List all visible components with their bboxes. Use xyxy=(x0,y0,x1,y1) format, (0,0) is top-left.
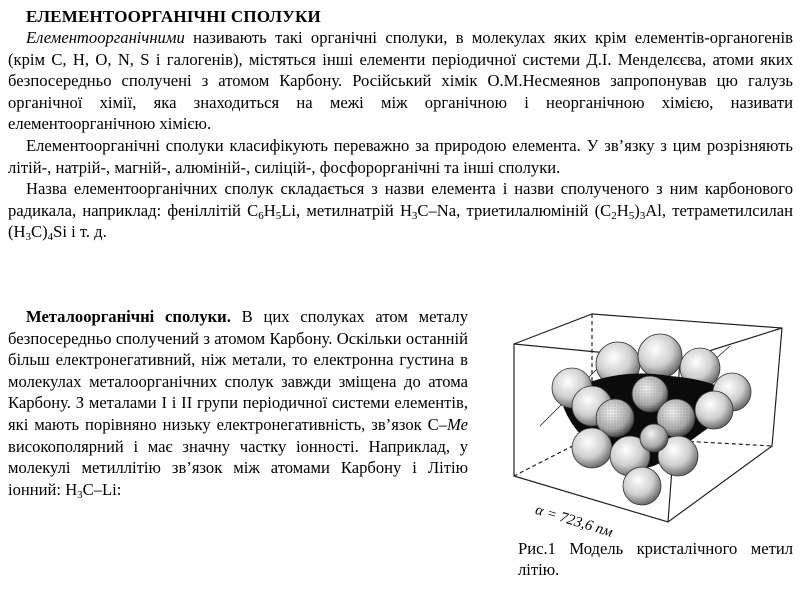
metalorganic-heading: Металоорганічні сполуки. xyxy=(26,307,231,326)
term-italic: Елементоорганічними xyxy=(26,28,185,47)
figure-caption: Рис.1 Модель кристалічного метил літію. xyxy=(518,539,793,579)
formula-tetramethylsilane: $(H_3C)_4Si$ xyxy=(8,222,67,244)
metal-symbol-italic: Ме xyxy=(447,414,468,434)
definition-text: називають такі органічні сполуки, в молекулах яких крім елементів-органогенів (крім C, H, O, N, S і галогенів), містяться інші елементи періодичної системи Д.І. Менделєєва, атоми яких безпосередньо сполучені з атомом Карбону. Російський хімік О.М.Несмеянов запропонував цю галузь органічної хімії, яка знаходиться на межі між органічною і неорганічною хімією, називати елементоорганічною хімією. xyxy=(8,28,793,134)
paragraph-classification: Елементоорганічні сполуки класифікують переважно за природою елемента. У зв’язку з цим розрізняють літій-, натрій-, магній-, алюміній-, силіцій-, фосфорорганічні та інші сполуки. xyxy=(8,135,793,177)
paragraph-definition xyxy=(8,27,793,135)
formula-methyllithium: $H_3C-Li$: xyxy=(65,479,122,501)
lithium-methyl-cluster xyxy=(552,334,751,505)
lattice-constant-label: α = 723,6 пм xyxy=(533,502,615,541)
formula-methylsodium: $H_3C-Na$ xyxy=(399,200,457,222)
page-content xyxy=(8,6,793,243)
lower-section xyxy=(8,306,798,596)
naming-text: Назва елементоорганічних сполук складається з назви елемента і назви сполученого з ним карбонового радикала, наприклад: феніллітій xyxy=(8,179,793,220)
page-title: ЕЛЕМЕНТООРГАНІЧНІ СПОЛУКИ xyxy=(26,7,321,26)
formula-phenyllithium: $C_6H_5Li$ xyxy=(247,200,296,222)
paragraph-metalorganic: Металоорганічні сполуки. В цих сполуках атом металу безпосередньо сполучений з атомом Карбону. Оскільки останній більш електронегативний, ніж метали, то електронна густина в молекулах металоорганічних сполук завжди зміщена до атома Карбону. З металами I і II групи періодичної системи елементів, які мають порівняно низьку електронегативність, зв’язок С–Ме високополярний і має значну частку іонності. Наприклад, у молекулі метиллітію зв’язок між атомами Карбону і Літію іонний: $H_3C-Li$: xyxy=(8,307,468,501)
formula-triethylaluminium: $(C_2H_5)_3Al$ xyxy=(594,200,662,222)
metalorganic-column xyxy=(8,306,468,500)
crystal-model-figure xyxy=(500,306,798,586)
paragraph-naming: Назва елементоорганічних сполук складається з назви елемента і назви сполученого з ним карбонового радикала, наприклад: феніллітій $C_6H_5Li$, метилнатрій $H_3C-Na$, триетилалюміній $(C_2H_5)_3Al$, тетраметилсилан $(H_3C)_4Si$ і т. д. xyxy=(8,179,793,244)
